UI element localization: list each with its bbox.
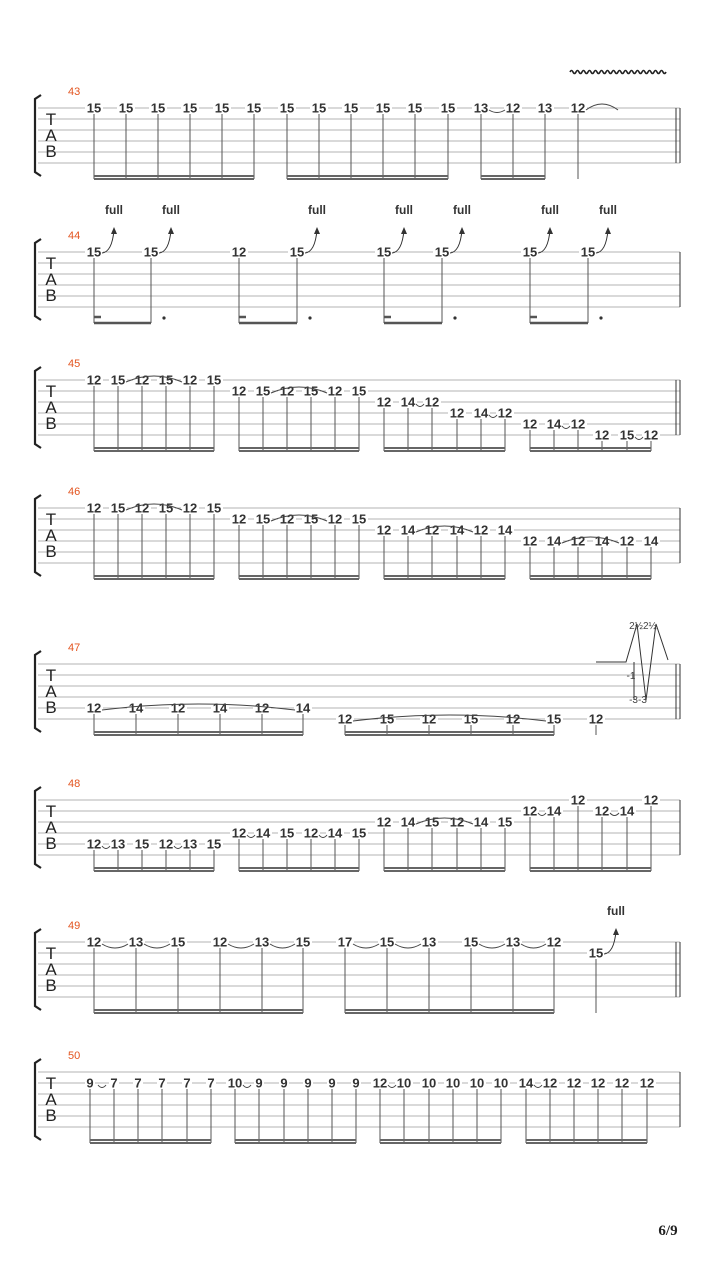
fret-number: 12 bbox=[505, 711, 521, 727]
fret-number: 12 bbox=[614, 1075, 630, 1091]
slur bbox=[479, 944, 505, 948]
slur bbox=[174, 846, 182, 849]
fret-number: 13 bbox=[505, 934, 521, 950]
bend-arrowhead bbox=[168, 227, 174, 234]
tab-clef-letter: B bbox=[45, 1106, 57, 1125]
fret-number: 15 bbox=[170, 934, 186, 950]
slur bbox=[534, 1085, 542, 1088]
system-bracket bbox=[35, 1059, 41, 1140]
fret-number: 10 bbox=[469, 1075, 485, 1091]
fret-number: 13 bbox=[473, 100, 489, 116]
fret-number: 15 bbox=[351, 383, 367, 399]
fret-number: 14 bbox=[497, 522, 513, 538]
slur bbox=[538, 813, 546, 816]
fret-number: 15 bbox=[255, 383, 271, 399]
fret-number: 15 bbox=[440, 100, 456, 116]
fret-number: 10 bbox=[421, 1075, 437, 1091]
fret-number: 12 bbox=[182, 372, 198, 388]
fret-number: 12 bbox=[254, 700, 270, 716]
fret-number: 15 bbox=[463, 711, 479, 727]
fret-number: 12 bbox=[327, 511, 343, 527]
fret-number: 15 bbox=[343, 100, 359, 116]
bend-label: full bbox=[162, 203, 180, 217]
fret-number: 7 bbox=[134, 1075, 142, 1091]
bend-label: full bbox=[105, 203, 123, 217]
bend-label: full bbox=[541, 203, 559, 217]
slur bbox=[353, 944, 379, 948]
tab-clef-letter: A bbox=[45, 398, 57, 417]
fret-number: 13 bbox=[537, 100, 553, 116]
fret-number: 12 bbox=[337, 711, 353, 727]
tab-clef-letter: T bbox=[45, 802, 57, 821]
dot bbox=[599, 316, 602, 319]
bend-arrowhead bbox=[547, 227, 553, 234]
fret-number: 15 bbox=[619, 427, 635, 443]
system-bracket bbox=[35, 495, 41, 576]
fret-number: 12 bbox=[86, 372, 102, 388]
whammy-amount: 2½2½ bbox=[629, 621, 657, 632]
fret-number: 15 bbox=[150, 100, 166, 116]
whammy-line bbox=[596, 624, 668, 700]
system-bracket bbox=[35, 367, 41, 448]
fret-number: 7 bbox=[110, 1075, 118, 1091]
slur bbox=[489, 110, 505, 113]
fret-number: 10 bbox=[227, 1075, 243, 1091]
fret-number: 9 bbox=[352, 1075, 360, 1091]
fret-number: 15 bbox=[375, 100, 391, 116]
fret-number: 12 bbox=[134, 372, 150, 388]
fret-number: 15 bbox=[295, 934, 311, 950]
slur bbox=[416, 404, 424, 407]
fret-number: 14 bbox=[212, 700, 228, 716]
bend-label: full bbox=[395, 203, 413, 217]
system-43 bbox=[35, 71, 680, 180]
fret-number: 15 bbox=[206, 500, 222, 516]
whammy-mid: -1 bbox=[626, 671, 636, 682]
tab-clef-letter: A bbox=[45, 126, 57, 145]
fret-number: 14 bbox=[255, 825, 271, 841]
fret-number: 15 bbox=[255, 511, 271, 527]
fret-number: 12 bbox=[522, 803, 538, 819]
measure-number: 47 bbox=[68, 642, 81, 654]
fret-number: 12 bbox=[170, 700, 186, 716]
slur bbox=[586, 104, 618, 110]
fret-number: 15 bbox=[246, 100, 262, 116]
tab-clef-letter: B bbox=[45, 698, 57, 717]
slur bbox=[98, 1085, 106, 1088]
bend-arrowhead bbox=[459, 227, 465, 234]
fret-number: 12 bbox=[570, 792, 586, 808]
fret-number: 15 bbox=[158, 372, 174, 388]
fret-number: 14 bbox=[327, 825, 343, 841]
fret-number: 12 bbox=[505, 100, 521, 116]
fret-number: 15 bbox=[279, 100, 295, 116]
fret-number: 12 bbox=[546, 934, 562, 950]
fret-number: 15 bbox=[580, 244, 596, 260]
system-bracket bbox=[35, 651, 41, 732]
fret-number: 12 bbox=[542, 1075, 558, 1091]
fret-number: 15 bbox=[311, 100, 327, 116]
fret-number: 12 bbox=[643, 427, 659, 443]
system-45 bbox=[35, 358, 680, 451]
fret-number: 15 bbox=[303, 383, 319, 399]
fret-number: 12 bbox=[231, 825, 247, 841]
fret-number: 12 bbox=[231, 244, 247, 260]
fret-number: 12 bbox=[570, 533, 586, 549]
vibrato-mark bbox=[570, 71, 666, 74]
fret-number: 15 bbox=[143, 244, 159, 260]
fret-number: 12 bbox=[594, 803, 610, 819]
slur bbox=[489, 415, 497, 418]
fret-number: 15 bbox=[522, 244, 538, 260]
system-bracket bbox=[35, 929, 41, 1010]
whammy-depth: -3-3 bbox=[629, 695, 647, 706]
dot bbox=[308, 316, 311, 319]
fret-number: 15 bbox=[158, 500, 174, 516]
fret-number: 15 bbox=[110, 372, 126, 388]
fret-number: 12 bbox=[594, 427, 610, 443]
fret-number: 15 bbox=[351, 825, 367, 841]
tab-clef-letter: B bbox=[45, 834, 57, 853]
fret-number: 9 bbox=[255, 1075, 263, 1091]
fret-number: 12 bbox=[566, 1075, 582, 1091]
bend-arrowhead bbox=[401, 227, 407, 234]
system-bracket bbox=[35, 239, 41, 320]
measure-number: 44 bbox=[68, 230, 81, 242]
slur bbox=[102, 944, 128, 948]
bend-arrowhead bbox=[111, 227, 117, 234]
fret-number: 9 bbox=[86, 1075, 94, 1091]
system-bracket bbox=[35, 787, 41, 868]
fret-number: 7 bbox=[158, 1075, 166, 1091]
fret-number: 7 bbox=[183, 1075, 191, 1091]
slur bbox=[319, 835, 327, 838]
fret-number: 12 bbox=[279, 383, 295, 399]
fret-number: 14 bbox=[400, 522, 416, 538]
fret-number: 15 bbox=[86, 100, 102, 116]
measure-number: 45 bbox=[68, 358, 81, 370]
fret-number: 15 bbox=[289, 244, 305, 260]
system-bracket bbox=[35, 95, 41, 176]
slur bbox=[395, 944, 421, 948]
fret-number: 15 bbox=[407, 100, 423, 116]
fret-number: 15 bbox=[206, 836, 222, 852]
fret-number: 14 bbox=[449, 522, 465, 538]
tab-clef-letter: B bbox=[45, 286, 57, 305]
fret-number: 15 bbox=[279, 825, 295, 841]
fret-number: 10 bbox=[445, 1075, 461, 1091]
slur bbox=[243, 1085, 251, 1088]
fret-number: 14 bbox=[295, 700, 311, 716]
dot bbox=[162, 316, 165, 319]
fret-number: 12 bbox=[570, 100, 586, 116]
fret-number: 13 bbox=[421, 934, 437, 950]
system-46 bbox=[35, 486, 680, 579]
fret-number: 15 bbox=[379, 934, 395, 950]
fret-number: 12 bbox=[279, 511, 295, 527]
dot bbox=[453, 316, 456, 319]
bend-arrowhead bbox=[314, 227, 320, 234]
fret-number: 15 bbox=[463, 934, 479, 950]
fret-number: 14 bbox=[400, 814, 416, 830]
measure-number: 46 bbox=[68, 486, 81, 498]
measure-number: 48 bbox=[68, 778, 81, 790]
fret-number: 12 bbox=[212, 934, 228, 950]
fret-number: 12 bbox=[86, 700, 102, 716]
tab-clef-letter: A bbox=[45, 818, 57, 837]
tab-clef-letter: T bbox=[45, 1074, 57, 1093]
fret-number: 12 bbox=[86, 934, 102, 950]
system-48 bbox=[35, 778, 680, 871]
tab-clef-letter: T bbox=[45, 510, 57, 529]
fret-number: 12 bbox=[376, 814, 392, 830]
fret-number: 14 bbox=[473, 814, 489, 830]
fret-number: 12 bbox=[421, 711, 437, 727]
fret-number: 14 bbox=[619, 803, 635, 819]
slur bbox=[144, 944, 170, 948]
fret-number: 12 bbox=[424, 394, 440, 410]
bend-label: full bbox=[607, 904, 625, 918]
fret-number: 12 bbox=[643, 792, 659, 808]
fret-number: 14 bbox=[546, 533, 562, 549]
fret-number: 12 bbox=[231, 383, 247, 399]
bend-arrowhead bbox=[613, 928, 619, 935]
fret-number: 15 bbox=[118, 100, 134, 116]
fret-number: 15 bbox=[182, 100, 198, 116]
fret-number: 12 bbox=[473, 522, 489, 538]
system-49 bbox=[35, 904, 680, 1013]
slur bbox=[247, 835, 255, 838]
fret-number: 12 bbox=[588, 711, 604, 727]
fret-number: 12 bbox=[449, 814, 465, 830]
fret-number: 12 bbox=[522, 533, 538, 549]
measure-number: 49 bbox=[68, 920, 81, 932]
measure-number: 43 bbox=[68, 86, 81, 98]
bend-label: full bbox=[599, 203, 617, 217]
fret-number: 14 bbox=[594, 533, 610, 549]
fret-number: 12 bbox=[303, 825, 319, 841]
slur bbox=[562, 426, 570, 429]
fret-number: 12 bbox=[522, 416, 538, 432]
fret-number: 12 bbox=[182, 500, 198, 516]
slur bbox=[610, 813, 619, 816]
fret-number: 15 bbox=[434, 244, 450, 260]
fret-number: 12 bbox=[86, 500, 102, 516]
tab-clef-letter: T bbox=[45, 666, 57, 685]
fret-number: 15 bbox=[86, 244, 102, 260]
slur bbox=[228, 944, 254, 948]
fret-number: 12 bbox=[424, 522, 440, 538]
tab-clef-letter: T bbox=[45, 254, 57, 273]
fret-number: 15 bbox=[206, 372, 222, 388]
tab-clef-letter: A bbox=[45, 960, 57, 979]
tab-clef-letter: T bbox=[45, 382, 57, 401]
fret-number: 15 bbox=[497, 814, 513, 830]
fret-number: 15 bbox=[351, 511, 367, 527]
tab-clef-letter: T bbox=[45, 944, 57, 963]
fret-number: 14 bbox=[518, 1075, 534, 1091]
fret-number: 12 bbox=[449, 405, 465, 421]
slur bbox=[388, 1085, 396, 1088]
measure-number: 50 bbox=[68, 1050, 81, 1062]
fret-number: 12 bbox=[86, 836, 102, 852]
tab-clef-letter: T bbox=[45, 110, 57, 129]
fret-number: 17 bbox=[337, 934, 353, 950]
fret-number: 15 bbox=[379, 711, 395, 727]
tab-clef-letter: A bbox=[45, 1090, 57, 1109]
bend-label: full bbox=[308, 203, 326, 217]
fret-number: 15 bbox=[303, 511, 319, 527]
bend-arrowhead bbox=[605, 227, 611, 234]
fret-number: 13 bbox=[182, 836, 198, 852]
fret-number: 15 bbox=[588, 945, 604, 961]
fret-number: 10 bbox=[493, 1075, 509, 1091]
bend-label: full bbox=[453, 203, 471, 217]
fret-number: 12 bbox=[158, 836, 174, 852]
fret-number: 14 bbox=[643, 533, 659, 549]
slur bbox=[270, 944, 295, 948]
fret-number: 10 bbox=[396, 1075, 412, 1091]
tab-clef-letter: A bbox=[45, 526, 57, 545]
system-44 bbox=[35, 203, 680, 323]
fret-number: 12 bbox=[376, 394, 392, 410]
page-number: 6/9 bbox=[658, 1223, 678, 1239]
fret-number: 15 bbox=[376, 244, 392, 260]
fret-number: 15 bbox=[134, 836, 150, 852]
fret-number: 15 bbox=[546, 711, 562, 727]
fret-number: 15 bbox=[110, 500, 126, 516]
fret-number: 14 bbox=[128, 700, 144, 716]
system-47 bbox=[35, 621, 680, 735]
fret-number: 12 bbox=[497, 405, 513, 421]
fret-number: 9 bbox=[304, 1075, 312, 1091]
fret-number: 15 bbox=[214, 100, 230, 116]
tab-clef-letter: A bbox=[45, 682, 57, 701]
tab-clef-letter: B bbox=[45, 142, 57, 161]
fret-number: 14 bbox=[473, 405, 489, 421]
tab-clef-letter: B bbox=[45, 976, 57, 995]
fret-number: 12 bbox=[372, 1075, 388, 1091]
fret-number: 9 bbox=[328, 1075, 336, 1091]
system-50 bbox=[35, 1050, 680, 1143]
fret-number: 12 bbox=[570, 416, 586, 432]
fret-number: 12 bbox=[639, 1075, 655, 1091]
fret-number: 14 bbox=[400, 394, 416, 410]
fret-number: 12 bbox=[590, 1075, 606, 1091]
fret-number: 12 bbox=[134, 500, 150, 516]
tab-clef-letter: A bbox=[45, 270, 57, 289]
slur bbox=[635, 437, 643, 440]
slur bbox=[521, 944, 546, 948]
fret-number: 12 bbox=[231, 511, 247, 527]
tab-clef-letter: B bbox=[45, 542, 57, 561]
fret-number: 15 bbox=[424, 814, 440, 830]
slur bbox=[102, 846, 110, 849]
fret-number: 12 bbox=[327, 383, 343, 399]
fret-number: 14 bbox=[546, 416, 562, 432]
fret-number: 12 bbox=[619, 533, 635, 549]
fret-number: 12 bbox=[376, 522, 392, 538]
fret-number: 13 bbox=[110, 836, 126, 852]
tab-clef-letter: B bbox=[45, 414, 57, 433]
fret-number: 13 bbox=[254, 934, 270, 950]
fret-number: 7 bbox=[207, 1075, 215, 1091]
fret-number: 14 bbox=[546, 803, 562, 819]
fret-number: 9 bbox=[280, 1075, 288, 1091]
fret-number: 13 bbox=[128, 934, 144, 950]
